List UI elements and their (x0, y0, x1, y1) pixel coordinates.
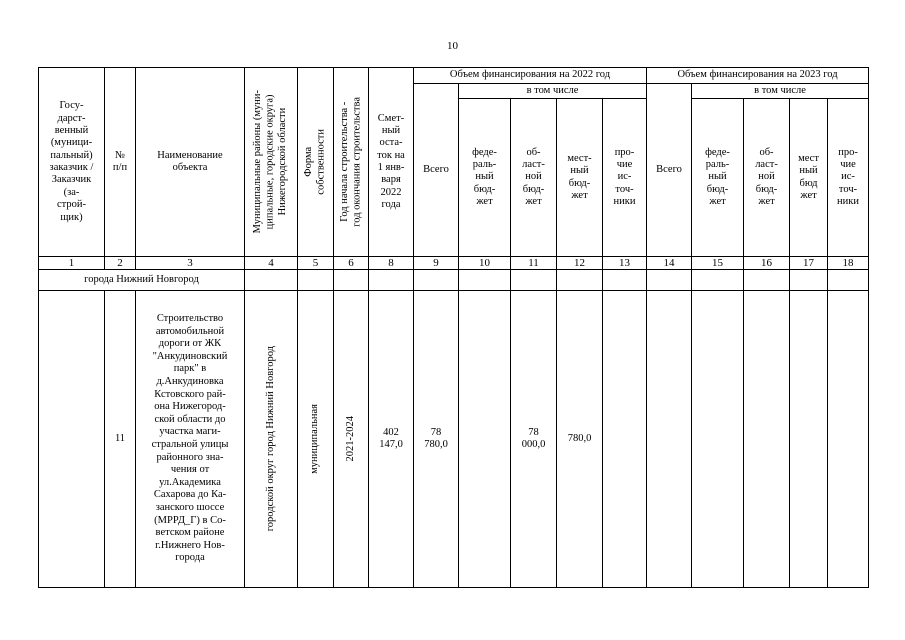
financing-table (38, 67, 869, 588)
row-local-2022: 780,0 (557, 291, 603, 588)
row-customer (39, 291, 105, 588)
table-cell (647, 270, 692, 291)
header-federal-2022: феде- раль- ный бюд- жет (459, 99, 511, 257)
header-regional-2022: об- ласт- ной бюд- жет (511, 99, 557, 257)
table-cell (245, 270, 298, 291)
header-ownership-text: Форма собственности (303, 129, 327, 195)
table-cell (790, 270, 828, 291)
row-regional-2022: 78 000,0 (511, 291, 557, 588)
header-num: № п/п (105, 68, 136, 257)
table-cell (414, 270, 459, 291)
header-federal-2023: феде- раль- ный бюд- жет (692, 99, 744, 257)
row-other-2022 (603, 291, 647, 588)
row-federal-2022 (459, 291, 511, 588)
header-years (334, 68, 369, 257)
row-district (245, 291, 298, 588)
column-number: 16 (744, 257, 790, 270)
column-number: 9 (414, 257, 459, 270)
section-row (39, 270, 869, 291)
row-total-2023 (647, 291, 692, 588)
column-number-row (39, 257, 869, 270)
row-local-2023 (790, 291, 828, 588)
row-estimate: 402 147,0 (369, 291, 414, 588)
column-number: 4 (245, 257, 298, 270)
row-num: 11 (105, 291, 136, 588)
row-ownership-text: муниципальная (309, 404, 321, 474)
header-estimate: Смет- ный оста- ток на 1 янв- варя 2022 года (369, 68, 414, 257)
table-cell (828, 270, 869, 291)
header-years-text: Год начала строительства - год окончания строительства (338, 97, 362, 227)
header-row-1 (39, 68, 869, 84)
table-cell (459, 270, 511, 291)
table-cell (692, 270, 744, 291)
column-number: 8 (369, 257, 414, 270)
header-local-2023: мест ный бюд жет (790, 99, 828, 257)
row-other-2023 (828, 291, 869, 588)
row-federal-2023 (692, 291, 744, 588)
column-number: 13 (603, 257, 647, 270)
header-total-2023: Всего (647, 84, 692, 257)
table-cell (744, 270, 790, 291)
column-number: 18 (828, 257, 869, 270)
row-years-text: 2021-2024 (344, 416, 356, 462)
section-title: города Нижний Новгород (39, 270, 245, 291)
row-district-text: городской округ город Нижний Новгород (264, 346, 276, 532)
page-number: 10 (447, 40, 458, 52)
header-total-2022: Всего (414, 84, 459, 257)
table-row (39, 291, 869, 588)
column-number: 17 (790, 257, 828, 270)
column-number: 6 (334, 257, 369, 270)
column-number: 3 (136, 257, 245, 270)
column-number: 1 (39, 257, 105, 270)
header-including-2023: в том числе (692, 84, 869, 99)
header-districts-text: Муниципальные районы (муни- ципальные, городские округа) Нижегородской области (252, 90, 289, 234)
table-cell (557, 270, 603, 291)
table-cell (334, 270, 369, 291)
column-number: 14 (647, 257, 692, 270)
header-customer: Госу- дарст- венный (муници- пальный) заказчик / Заказчик (за- строй- щик) (39, 68, 105, 257)
column-number: 12 (557, 257, 603, 270)
table-cell (603, 270, 647, 291)
header-object-name: Наименование объекта (136, 68, 245, 257)
row-regional-2023 (744, 291, 790, 588)
row-object-name: Строительство автомобильной дороги от ЖК "Анкудиновский парк" в д.Анкудиновка Кстовского рай- она Нижегород- ской области до участка маги- стральной улицы районного зна- чения от ул.Академика Сахарова до Ка- занского шоссе (МРРД_Г) в Со- ветском районе г.Нижнего Нов- города (136, 291, 245, 588)
header-other-2022: про- чие ис- точ- ники (603, 99, 647, 257)
row-ownership (298, 291, 334, 588)
column-number: 11 (511, 257, 557, 270)
header-fin-2022: Объем финансирования на 2022 год (414, 68, 647, 84)
header-fin-2023: Объем финансирования на 2023 год (647, 68, 869, 84)
header-local-2022: мест- ный бюд- жет (557, 99, 603, 257)
header-including-2022: в том числе (459, 84, 647, 99)
column-number: 10 (459, 257, 511, 270)
column-number: 2 (105, 257, 136, 270)
row-years (334, 291, 369, 588)
header-other-2023: про- чие ис- точ- ники (828, 99, 869, 257)
table-cell (511, 270, 557, 291)
column-number: 15 (692, 257, 744, 270)
table-cell (298, 270, 334, 291)
table-cell (369, 270, 414, 291)
header-ownership (298, 68, 334, 257)
column-number: 5 (298, 257, 334, 270)
row-total-2022: 78 780,0 (414, 291, 459, 588)
header-regional-2023: об- ласт- ной бюд- жет (744, 99, 790, 257)
header-districts (245, 68, 298, 257)
